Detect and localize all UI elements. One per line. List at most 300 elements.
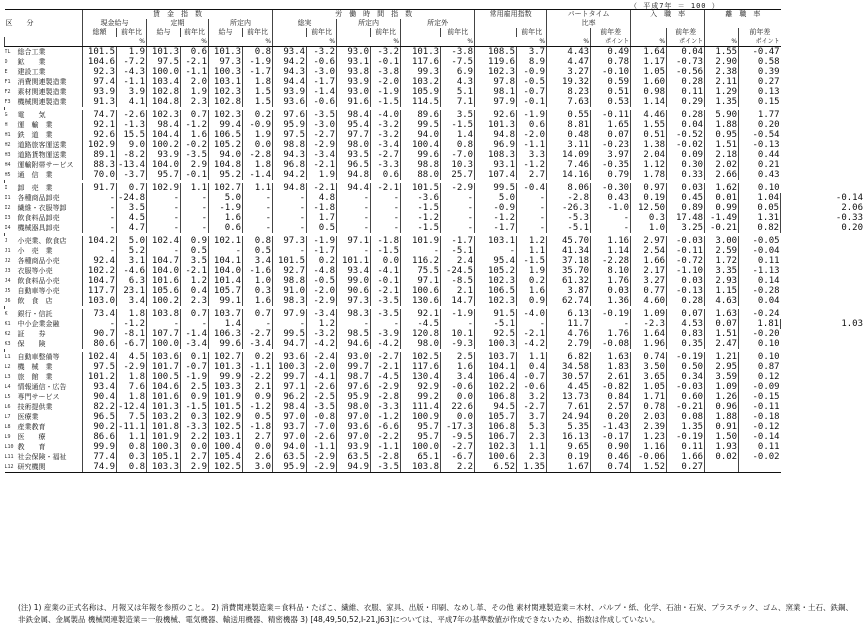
table-cell: 97.5 [273, 130, 307, 140]
table-cell: -1.9 [307, 236, 337, 246]
row-label: 飲食料品小売 [17, 277, 60, 285]
row-label: 機械関連製造業 [17, 98, 67, 106]
table-cell: 1.9 [307, 170, 337, 180]
table-cell: 1.81 [739, 319, 781, 329]
table-cell: 103.7 [475, 352, 517, 362]
row-label: 通 信 業 [17, 171, 53, 179]
table-cell: -0.10 [591, 67, 631, 77]
table-cell: 93.6 [337, 422, 371, 432]
table-cell: 0.6 [209, 223, 243, 233]
table-cell: 88.0 [401, 170, 441, 180]
table-row [5, 266, 865, 276]
table-cell: - [273, 319, 307, 329]
table-row [5, 67, 865, 77]
table-cell: - [591, 213, 631, 223]
table-cell: 103.4 [147, 77, 181, 87]
table-cell: -0.02 [667, 140, 705, 150]
table-cell: -7.0 [307, 422, 337, 432]
table-cell: 104.2 [83, 236, 117, 246]
table-cell: -2.7 [371, 352, 401, 362]
table-cell: -4.1 [371, 266, 401, 276]
table-cell: 35.70 [547, 266, 591, 276]
table-cell: -1.7 [307, 77, 337, 87]
table-cell: 1.6 [517, 286, 547, 296]
table-cell: 14.09 [547, 150, 591, 160]
table-cell: 14.16 [547, 170, 591, 180]
table-cell: 73.4 [83, 309, 117, 319]
table-cell: -2.6 [307, 432, 337, 442]
table-row [5, 223, 865, 233]
table-cell: 91.3 [83, 97, 117, 107]
table-cell: 105.1 [147, 452, 181, 462]
table-cell: 2.97 [631, 236, 667, 246]
table-cell: -0.11 [667, 246, 705, 256]
table-cell: -3.2 [371, 130, 401, 140]
table-row [5, 296, 865, 306]
table-cell: 102.5 [401, 352, 441, 362]
table-cell: 97.0 [273, 412, 307, 422]
row-code: F1 [4, 79, 11, 85]
table-cell: -4.3 [117, 67, 147, 77]
table-cell: 2.11 [705, 77, 739, 87]
table-cell: - [371, 223, 401, 233]
table-cell: 94.4 [273, 77, 307, 87]
table-cell: -0.4 [517, 183, 547, 193]
table-cell: 0.20 [739, 120, 781, 130]
row-label: 研究機関 [17, 462, 83, 473]
table-cell: 102.3 [147, 110, 181, 120]
table-cell: 92.7 [273, 266, 307, 276]
table-cell: -24.5 [441, 266, 475, 276]
table-row [5, 130, 865, 140]
table-cell: 2.2 [181, 432, 209, 442]
table-cell: 0.0 [181, 442, 209, 452]
table-cell: 1.63 [591, 352, 631, 362]
table-cell: 100.4 [401, 140, 441, 150]
table-cell: 102.9 [147, 183, 181, 193]
table-row [5, 372, 865, 382]
table-cell: 101.4 [209, 276, 243, 286]
row-code: J4 [4, 278, 11, 284]
table-cell: 0.91 [705, 422, 739, 432]
table-cell: 102.3 [475, 296, 517, 306]
table-cell: -0.7 [181, 362, 209, 372]
table-cell: 99.3 [401, 67, 441, 77]
table-cell: 106.5 [209, 130, 243, 140]
table-cell: -0.9 [475, 203, 517, 213]
table-cell: - [441, 213, 475, 223]
table-cell: 95.4 [337, 120, 371, 130]
table-cell: 7.46 [547, 160, 591, 170]
table-cell: 13.73 [547, 392, 591, 402]
table-cell: 99.2 [401, 392, 441, 402]
row-label: 電 気 [17, 111, 46, 119]
table-cell: 65.1 [401, 452, 441, 462]
table-cell: 97.0 [337, 412, 371, 422]
row-code: I1 [4, 195, 11, 201]
table-cell: 130.4 [401, 372, 441, 382]
table-cell: 5.0 [209, 193, 243, 203]
table-cell: 102.8 [147, 87, 181, 97]
table-cell: -4.5 [371, 372, 401, 382]
table-cell: -2.9 [117, 362, 147, 372]
table-row [5, 256, 865, 266]
table-cell: 103.2 [147, 412, 181, 422]
table-cell: 10.3 [441, 160, 475, 170]
table-cell: -0.14 [739, 432, 781, 442]
table-cell: - [273, 213, 307, 223]
table-cell: -4.2 [517, 339, 547, 349]
table-cell: -1.9 [441, 309, 475, 319]
table-cell: - [517, 213, 547, 223]
table-row [5, 203, 865, 213]
table-cell: 74.7 [83, 110, 117, 120]
table-cell: -3.2 [371, 120, 401, 130]
table-cell: 3.50 [631, 362, 667, 372]
table-row [5, 286, 865, 296]
table-cell: 106.8 [475, 392, 517, 402]
table-cell: 95.7 [147, 170, 181, 180]
table-cell: 1.66 [631, 256, 667, 266]
table-cell: 101.3 [147, 47, 181, 58]
footnote-line-2: 非鉄金属、金属製品 機械関連製造業＝一般機械、電気機器、輸送用機器、精密機器 3) [48,49,50,52,I-21,J63]については、平成7年の基準数値が作成できないため、指数は作成していない。 [18, 615, 660, 624]
table-cell: 0.28 [667, 77, 705, 87]
table-cell: 5.2 [117, 246, 147, 256]
table-cell: 6.9 [441, 67, 475, 77]
table-cell: -0.05 [739, 236, 781, 246]
table-cell: 1.51 [705, 329, 739, 339]
table-row [5, 77, 865, 87]
table-cell: - [147, 223, 181, 233]
table-cell: -1.2 [371, 412, 401, 422]
table-cell: -2.9 [307, 452, 337, 462]
table-cell: -3.8 [441, 47, 475, 58]
table-cell: -2.8 [371, 452, 401, 462]
table-cell: 101.8 [147, 422, 181, 432]
table-cell: 0.45 [667, 193, 705, 203]
table-cell: -0.24 [739, 309, 781, 319]
table-cell: 3.27 [547, 67, 591, 77]
table-cell: 103.6 [147, 352, 181, 362]
table-cell: 1.05 [631, 382, 667, 392]
table-cell: -1.5 [441, 120, 475, 130]
table-cell: -1.9 [243, 57, 273, 67]
table-cell: 104.0 [209, 266, 243, 276]
row-label: 総合工業 [17, 48, 46, 56]
row-label: 機 械 業 [17, 363, 53, 371]
table-cell: -26.3 [547, 203, 591, 213]
table-cell: 101.6 [147, 392, 181, 402]
table-cell: 93.9 [337, 442, 371, 452]
table-cell: 2.93 [705, 276, 739, 286]
table-cell: 3.5 [117, 203, 147, 213]
table-cell: 97.7 [337, 130, 371, 140]
row-code: H2 [4, 142, 11, 148]
unit-pct: % [209, 37, 273, 47]
table-cell: 0.90 [591, 442, 631, 452]
row-label: 飲 食 店 [17, 297, 53, 305]
table-cell: 106.5 [475, 286, 517, 296]
table-cell: 117.6 [401, 57, 441, 67]
table-cell: 1.8 [117, 392, 147, 402]
table-cell: 0.53 [591, 97, 631, 107]
table-cell: 7.5 [117, 412, 147, 422]
table-cell: - [371, 193, 401, 203]
table-cell: -1.9 [517, 110, 547, 120]
table-cell: -1.6 [243, 266, 273, 276]
yoy-header: 前年比 [243, 28, 273, 37]
unit-pct: % [401, 37, 475, 47]
unit-pct: % [273, 37, 337, 47]
table-cell: 105.7 [209, 286, 243, 296]
row-code: H4 [4, 162, 11, 168]
table-cell: 2.3 [517, 452, 547, 462]
ratio-header: 比率 [547, 19, 631, 28]
table-cell: 86.6 [83, 432, 117, 442]
table-cell: 1.5 [243, 87, 273, 97]
yoy-header: 前年比 [181, 28, 209, 37]
table-cell: -2.8 [547, 193, 591, 203]
table-cell: 0.33 [667, 170, 705, 180]
table-cell: 101.5 [209, 402, 243, 412]
table-cell: 0.99 [705, 203, 739, 213]
table-cell: 106.4 [475, 372, 517, 382]
table-cell: 4.63 [705, 296, 739, 306]
table-cell: 96.8 [273, 160, 307, 170]
yoy-header: 前年比 [307, 28, 337, 37]
table-cell: 97.9 [475, 97, 517, 107]
table-cell: 3.3 [517, 150, 547, 160]
wage-index-header: 賃 金 指 数 [83, 10, 273, 20]
row-label: 小売業、飲食店 [17, 237, 67, 245]
table-cell: 1.1 [517, 442, 547, 452]
table-cell: 4.5 [117, 213, 147, 223]
table-cell: -3.2 [371, 47, 401, 58]
table-cell: 90.7 [83, 329, 117, 339]
total-hours-header: 総実 [273, 19, 337, 28]
table-cell: 0.96 [705, 402, 739, 412]
table-cell: 0.4 [517, 362, 547, 372]
table-cell: 95.9 [273, 120, 307, 130]
table-cell: 100.6 [401, 286, 441, 296]
table-cell: 8.9 [517, 57, 547, 67]
table-cell: 0.0 [441, 412, 475, 422]
table-cell: 0.03 [667, 183, 705, 193]
row-code: K2 [4, 331, 11, 337]
table-row [5, 140, 865, 150]
table-cell: 1.2 [517, 236, 547, 246]
table-cell: -3.5 [181, 150, 209, 160]
table-cell: -0.1 [517, 97, 547, 107]
table-cell: 99.6 [209, 339, 243, 349]
row-label: 社会保険・福祉 [17, 453, 67, 461]
table-cell: 0.27 [667, 462, 705, 473]
row-label: 各種商品小売 [17, 257, 60, 265]
unit-pct: % [547, 37, 591, 47]
table-cell: 97.6 [273, 110, 307, 120]
table-cell: 106.7 [475, 432, 517, 442]
table-cell: -0.28 [739, 286, 781, 296]
table-cell: 93.0 [337, 87, 371, 97]
row-code: I [4, 185, 8, 191]
row-label: 医療業 [17, 413, 39, 421]
table-cell: 1.6 [209, 213, 243, 223]
table-cell: 3.59 [705, 372, 739, 382]
table-cell: 37.18 [547, 256, 591, 266]
unit-point: ポイント [667, 37, 705, 47]
table-cell: 3.65 [631, 372, 667, 382]
table-cell: 1.7 [307, 213, 337, 223]
table-cell: -3.4 [181, 339, 209, 349]
table-cell: 0.59 [591, 77, 631, 87]
table-cell: 0.0 [243, 140, 273, 150]
table-cell: 92.1 [83, 120, 117, 130]
table-cell: 2.7 [243, 432, 273, 442]
table-cell: -1.13 [739, 266, 781, 276]
table-cell: - [243, 319, 273, 329]
table-cell: 2.0 [181, 77, 209, 87]
table-cell: 1.26 [705, 392, 739, 402]
table-cell: 2.79 [547, 339, 591, 349]
table-cell: 1.60 [631, 77, 667, 87]
table-cell: 93.0 [337, 47, 371, 58]
table-cell: 103.8 [147, 309, 181, 319]
table-cell: 1.35 [705, 97, 739, 107]
table-cell: 98.4 [147, 120, 181, 130]
table-cell: -4.1 [307, 372, 337, 382]
table-cell: 93.9 [337, 77, 371, 87]
table-cell: 1.51 [705, 140, 739, 150]
table-cell: -0.1 [371, 276, 401, 286]
table-cell: 0.9 [181, 236, 209, 246]
table-cell: 0.01 [705, 193, 739, 203]
table-cell: -0.23 [591, 140, 631, 150]
table-cell: 98.4 [273, 402, 307, 412]
table-cell: 94.7 [273, 339, 307, 349]
table-cell: -0.7 [517, 87, 547, 97]
table-cell: 102.5 [209, 422, 243, 432]
table-cell: 94.5 [475, 402, 517, 412]
table-cell: 6.3 [117, 276, 147, 286]
table-cell: - [517, 319, 547, 329]
table-cell: 101.2 [83, 372, 117, 382]
table-cell: -3.4 [243, 339, 273, 349]
table-cell: 1.35 [517, 462, 547, 473]
table-cell: 0.50 [667, 362, 705, 372]
table-cell: -1.5 [181, 402, 209, 412]
table-cell: 0.77 [631, 286, 667, 296]
table-cell: -2.0 [307, 362, 337, 372]
table-cell: -7.0 [441, 150, 475, 160]
row-label: 素材関連製造業 [17, 88, 67, 96]
table-cell: 0.39 [739, 67, 781, 77]
unit-pct: % [631, 37, 667, 47]
table-cell: 70.0 [83, 170, 117, 180]
table-cell: 1.72 [705, 256, 739, 266]
table-cell: -2.9 [307, 140, 337, 150]
table-cell: 97.6 [337, 382, 371, 392]
table-cell: -1.2 [517, 160, 547, 170]
table-cell: 94.3 [273, 67, 307, 77]
footnote-line-1: (注) 1) 産業の正式名称は、月報又は年報を参照のこと。 2) 消費関連製造業＝食料品・たばこ、繊維、衣服、家具、出版・印刷、なめし革、その他 素材関連製造業＝木材、パルプ・紙、化学、石油・石炭、プラスチック、ゴム、窯業・土石、鉄鋼、 [18, 603, 853, 612]
table-cell: - [243, 193, 273, 203]
table-row [5, 170, 865, 180]
table-cell: 1.2 [181, 276, 209, 286]
table-cell: 102.5 [209, 462, 243, 473]
table-cell: 22.6 [441, 402, 475, 412]
table-cell: 93.0 [337, 352, 371, 362]
table-cell: 2.9 [181, 462, 209, 473]
table-cell: 100.0 [147, 67, 181, 77]
table-cell: 1.52 [631, 462, 667, 473]
salary-header: 給与 [209, 28, 243, 37]
row-label: 技術提供業 [17, 403, 53, 411]
table-cell: 105.7 [475, 412, 517, 422]
table-cell: 91.6 [337, 97, 371, 107]
table-cell: -1.5 [401, 223, 441, 233]
table-cell: 108.5 [475, 47, 517, 58]
table-cell: 0.43 [591, 193, 631, 203]
table-cell: 2.6 [243, 452, 273, 462]
table-cell: 94.8 [475, 130, 517, 140]
table-cell: -0.2 [181, 140, 209, 150]
table-cell: 103.0 [83, 296, 117, 306]
table-row [5, 110, 865, 120]
table-row [5, 442, 865, 452]
table-cell: 0.2 [517, 276, 547, 286]
table-cell: 2.3 [181, 97, 209, 107]
yoy-diff-header: 前年差 [739, 28, 781, 37]
table-cell: -2.8 [243, 150, 273, 160]
table-cell: 1.9 [117, 47, 147, 58]
table-cell: 0.6 [181, 47, 209, 58]
row-code: L9 [4, 434, 11, 440]
table-cell: -2.1 [371, 183, 401, 193]
table-row [5, 213, 865, 223]
table-cell: 1.64 [631, 47, 667, 58]
table-row [5, 339, 865, 349]
table-cell: 111.4 [401, 402, 441, 412]
table-cell: -5.1 [441, 246, 475, 256]
table-cell: 1.64 [631, 329, 667, 339]
table-cell: 116.2 [401, 256, 441, 266]
table-cell: 92.5 [475, 329, 517, 339]
table-cell: 6.13 [547, 309, 591, 319]
table-cell: 97.1 [337, 236, 371, 246]
table-cell: 0.34 [667, 372, 705, 382]
row-code: I4 [4, 225, 11, 231]
table-cell: 101.6 [147, 276, 181, 286]
table-cell: 5.0 [475, 193, 517, 203]
table-cell: -4.2 [371, 339, 401, 349]
table-cell: 62.74 [547, 296, 591, 306]
table-cell: 0.8 [117, 442, 147, 452]
sched-hours-header: 所定内 [337, 19, 401, 28]
table-cell: 90.6 [337, 286, 371, 296]
table-cell: 104.7 [83, 276, 117, 286]
table-cell: -0.11 [739, 402, 781, 412]
table-cell: - [441, 223, 475, 233]
table-cell: 1.83 [591, 362, 631, 372]
unit-pct: % [147, 37, 209, 47]
table-cell: 93.9 [147, 150, 181, 160]
table-cell: -1.8 [243, 422, 273, 432]
table-cell: -0.73 [667, 57, 705, 67]
table-cell: 1.31 [739, 213, 781, 223]
table-cell: 0.46 [591, 452, 631, 462]
table-cell: 93.9 [273, 87, 307, 97]
table-cell: 0.11 [739, 256, 781, 266]
